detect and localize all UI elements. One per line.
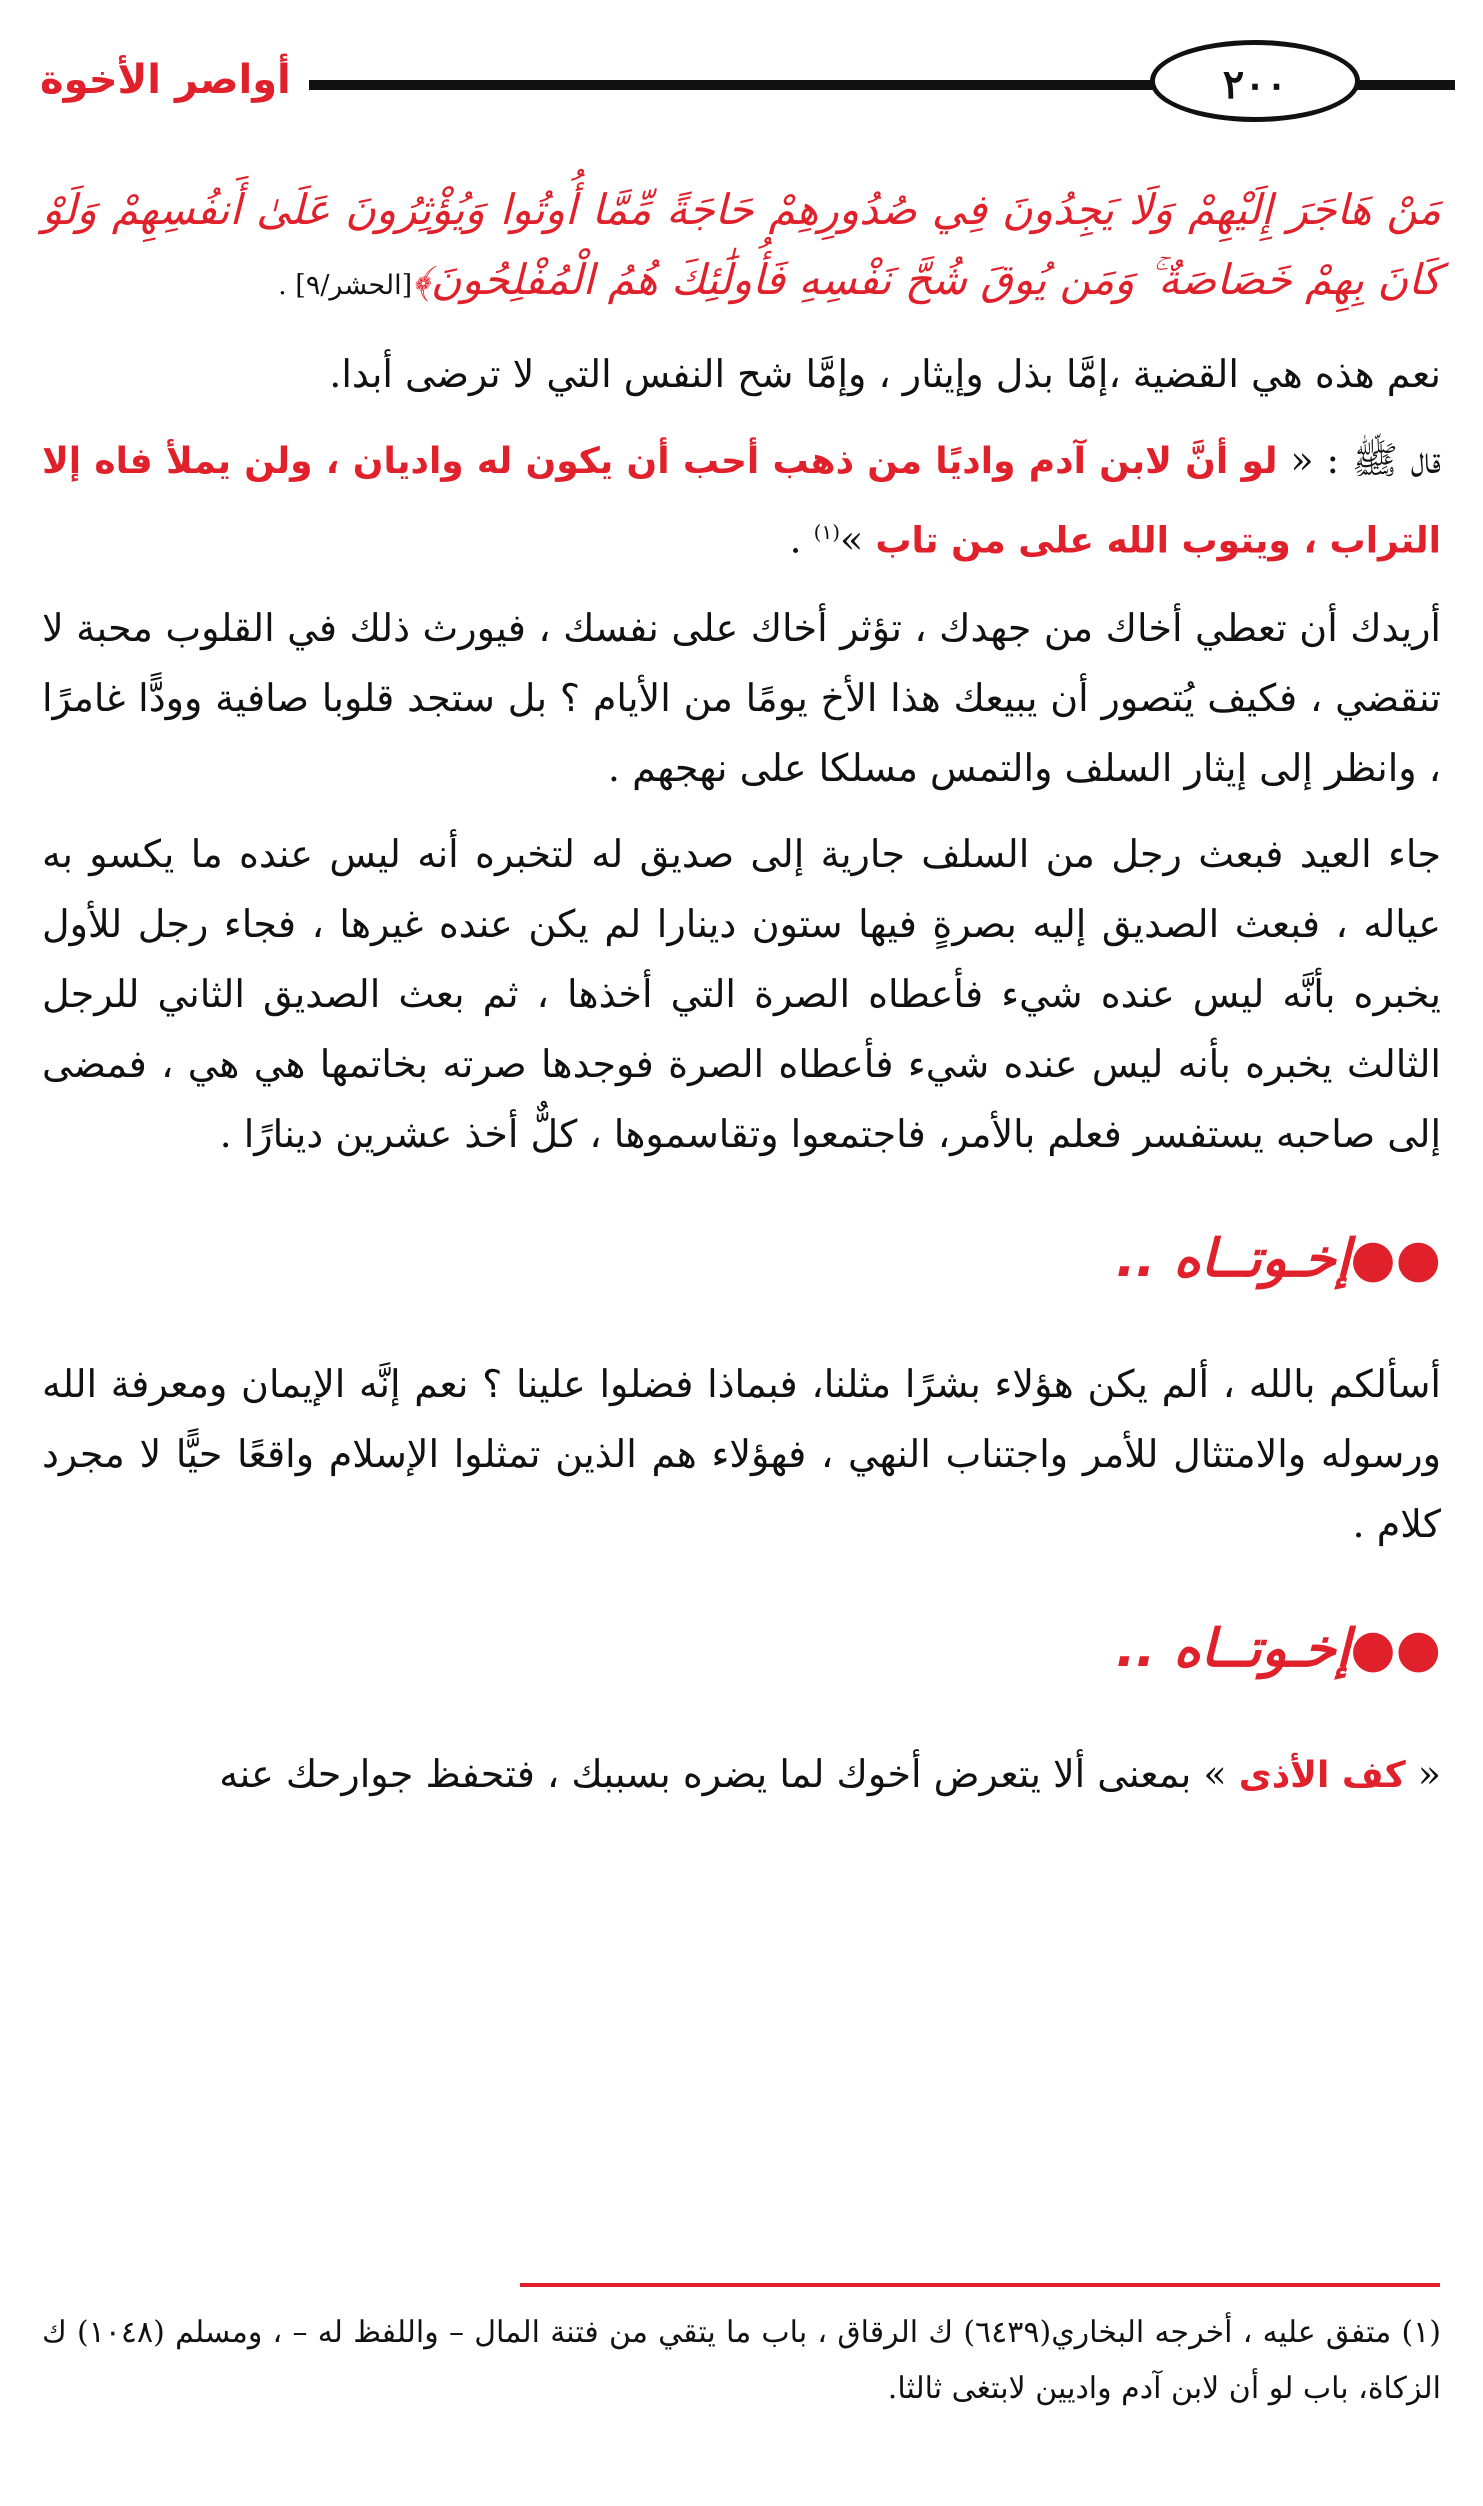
section-heading-2-text: إخـوتــاه ..: [1115, 1618, 1351, 1679]
page-header: [30, 40, 1455, 130]
section-heading-1-text: إخـوتــاه ..: [1115, 1228, 1351, 1289]
paragraph-3: جاء العيد فبعث رجل من السلف جارية إلى صديق له لتخبره أنه ليس عنده ما يكسو به عياله ، فبعث الصديق إليه بصرةٍ فيها ستون دينارا لم يكن عنده غيرها ، فجاء رجل للأول يخبره بأنَّه ليس عنده شيء فأعطاه الصرة التي أخذها ، ثم بعث الصديق الثاني للرجل الثالث يخبره بأنه ليس عنده شيء فأعطاه الصرة فوجدها صرته بخاتمها هي هي ، فمضى إلى صاحبه يستفسر فعلم بالأمر، فاجتمعوا وتقاسموها ، كلٌّ أخذ عشرين دينارًا .: [42, 831, 1441, 1156]
footnote-divider: [520, 2283, 1440, 2287]
paragraph-5-text: بمعنى ألا يتعرض أخوك لما يضره بسببك ، فتحفظ جوارحك عنه: [219, 1751, 1204, 1796]
footnote-marker: (١): [813, 520, 840, 544]
paragraph-4: أسألكم بالله ، ألم يكن هؤلاء بشرًا مثلنا، فبماذا فضلوا علينا ؟ نعم إنَّه الإيمان ومعرفة الله ورسوله والامتثال للأمر واجتناب النهي ، فهؤلاء هم الذين تمثلوا الإسلام واقعًا حيًّا لا مجرد كلام .: [42, 1361, 1441, 1546]
heading-bullet-icon: ●●: [1350, 1618, 1441, 1679]
heading-bullet-icon: ●●: [1350, 1228, 1441, 1289]
hadith-close: »: [840, 517, 876, 562]
hadith-paragraph: [42, 425, 1441, 577]
hadith-text: لو أنَّ لابن آدم واديًا من ذهب أحب أن يكون له واديان ، ولن يملأ فاه إلا التراب ، ويتوب الله على من تاب: [42, 441, 1441, 562]
hadith-end: .: [789, 517, 814, 562]
quran-verse-end: .: [278, 270, 296, 301]
footnote: (١) متفق عليه ، أخرجه البخاري(٦٤٣٩) ك الرقاق ، باب ما يتقي من فتنة المال – واللفظ له – ، ومسلم (١٠٤٨) ك الزكاة، باب لو أن لابن آدم واديين لابتغى ثالثا.: [42, 2315, 1442, 2406]
section-heading-2: [42, 1609, 1441, 1689]
paragraph-1: نعم هذه هي القضية ،إمَّا بذل وإيثار ، وإمَّا شح النفس التي لا ترضى أبدا.: [329, 352, 1441, 396]
book-title: أواصر الأخوة: [30, 50, 309, 110]
page-number: ٢٠٠: [1150, 40, 1360, 122]
quran-verse: [42, 175, 1441, 321]
paragraph-5: [42, 1739, 1441, 1811]
highlight-term: كف الأذى: [1238, 1754, 1406, 1796]
section-heading-1: [42, 1219, 1441, 1299]
page-content: [42, 175, 1441, 1827]
quran-reference: [الحشر/٩]: [295, 270, 413, 301]
quote-close: »: [1203, 1751, 1239, 1796]
quran-verse-text: مَنْ هَاجَرَ إِلَيْهِمْ وَلَا يَجِدُونَ فِي صُدُورِهِمْ حَاجَةً مِّمَّا أُوتُوا وَيُؤْثِرُونَ عَلَىٰ أَنفُسِهِمْ وَلَوْ كَانَ بِهِمْ خَصَاصَةٌ ۚ وَمَن يُوقَ شُحَّ نَفْسِهِ فَأُولَٰئِكَ هُمُ الْمُفْلِحُونَ﴾: [42, 185, 1441, 304]
quote-open: «: [1405, 1751, 1441, 1796]
paragraph-2: أريدك أن تعطي أخاك من جهدك ، تؤثر أخاك على نفسك ، فيورث ذلك في القلوب محبة لا تنقضي ، فكيف يُتصور أن يبيعك هذا الأخ يومًا من الأيام ؟ بل ستجد قلوبا صافية وودًّا غامرًا ، وانظر إلى إيثار السلف والتمس مسلكا على نهجهم .: [42, 605, 1441, 790]
hadith-intro: قال ﷺ : «: [1277, 438, 1441, 482]
